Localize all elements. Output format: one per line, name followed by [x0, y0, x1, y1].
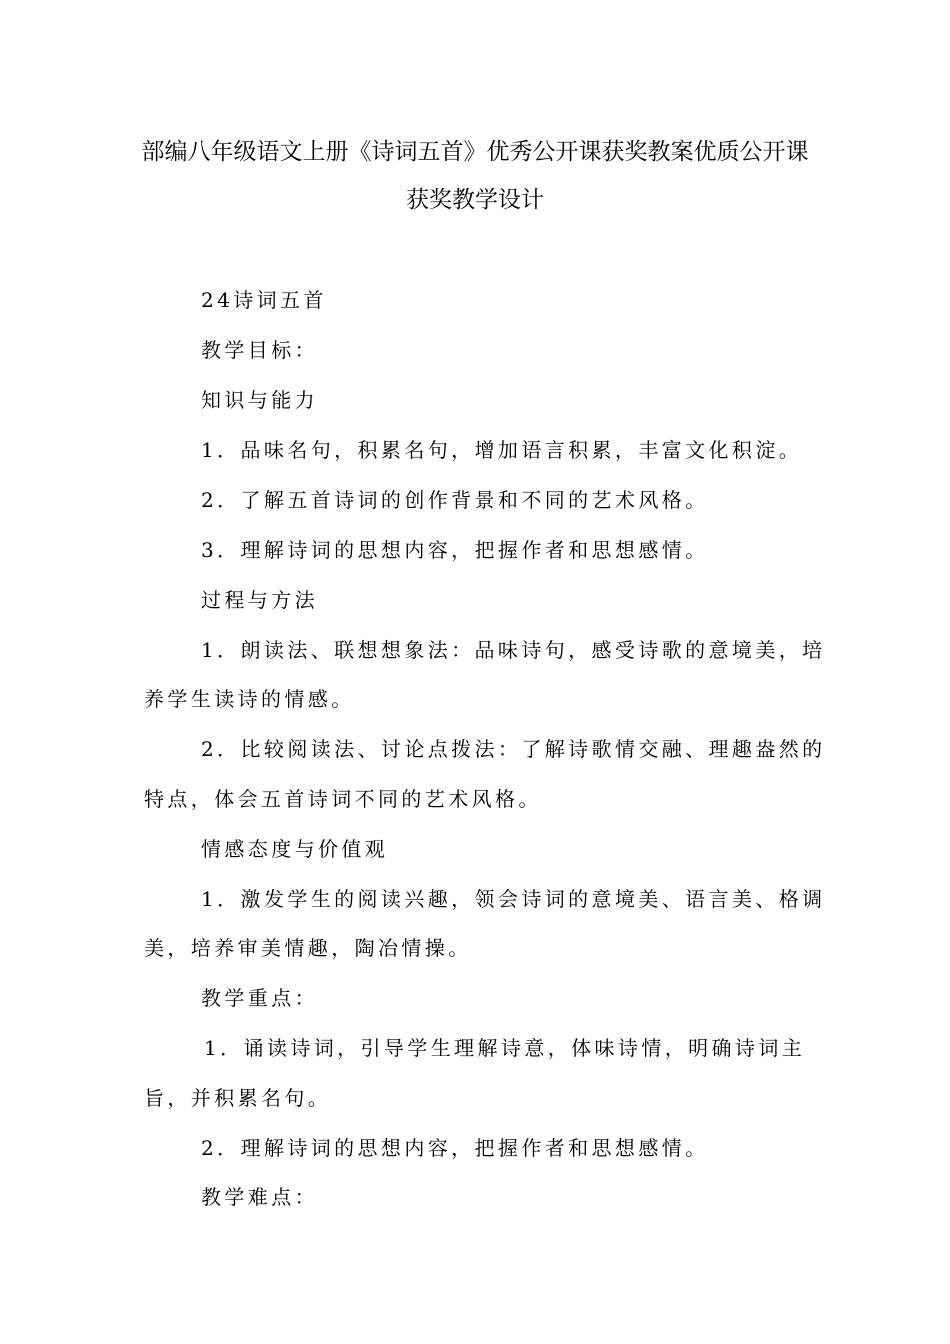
paragraph-line: 1．品味名句，积累名句，增加语言积累，丰富文化积淀。 [201, 438, 803, 462]
subsection-heading-attitude: 情感态度与价值观 [201, 837, 389, 861]
paragraph-line: 1．诵读诗词，引导学生理解诗意，体味诗情，明确诗词主 [204, 1036, 806, 1060]
section-heading-objectives: 教学目标： [201, 338, 318, 362]
section-heading-key-points: 教学重点： [201, 986, 318, 1010]
paragraph-line: 3．理解诗词的思想内容，把握作者和思想感情。 [201, 538, 709, 562]
paragraph-line: 2．比较阅读法、讨论点拨法：了解诗歌情交融、理趣盎然的 [201, 737, 826, 761]
subsection-heading-process: 过程与方法 [201, 588, 318, 612]
lesson-heading: 24诗词五首 [201, 288, 327, 312]
document-title-line-2: 获奖教学设计 [406, 187, 544, 213]
paragraph-line: 1．激发学生的阅读兴趣，领会诗词的意境美、语言美、格调 [201, 887, 826, 911]
paragraph-line: 美，培养审美情趣，陶冶情操。 [144, 936, 472, 960]
paragraph-line: 2．理解诗词的思想内容，把握作者和思想感情。 [201, 1136, 709, 1160]
section-heading-difficulties: 教学难点： [201, 1185, 318, 1209]
paragraph-line: 养学生读诗的情感。 [144, 687, 355, 711]
paragraph-line: 2．了解五首诗词的创作背景和不同的艺术风格。 [201, 488, 709, 512]
paragraph-line: 旨，并积累名句。 [144, 1086, 332, 1110]
document-title-line-1: 部编八年级语文上册《诗词五首》优秀公开课获奖教案优质公开课 [141, 139, 809, 165]
paragraph-line: 特点，体会五首诗词不同的艺术风格。 [144, 787, 542, 811]
paragraph-line: 1．朗读法、联想想象法：品味诗句，感受诗歌的意境美，培 [201, 638, 826, 662]
subsection-heading-knowledge: 知识与能力 [201, 388, 318, 412]
